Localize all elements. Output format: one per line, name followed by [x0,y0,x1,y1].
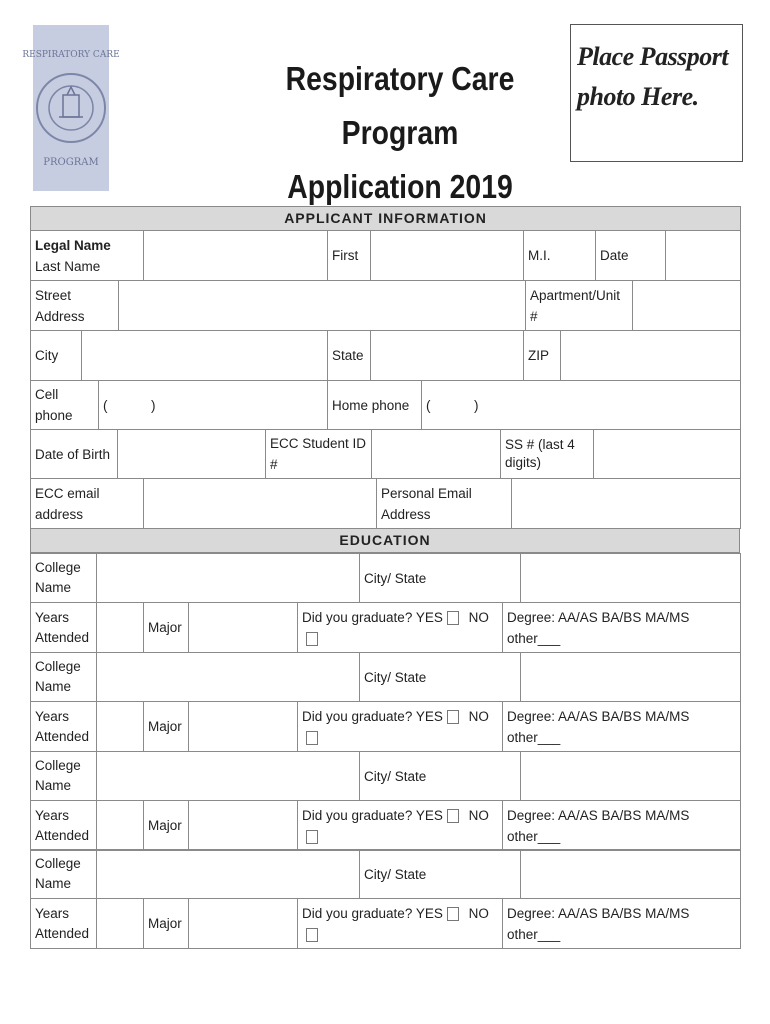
title-line-1: Respiratory Care Program [285,60,515,151]
program-logo [22,25,120,191]
years-label-line-2: Attended [35,728,90,744]
seal-icon [22,25,120,191]
years-attended-input[interactable] [97,702,144,752]
years-label-line-2: Attended [35,925,90,941]
college-name-input[interactable] [97,653,360,702]
college-label-line-1: College [35,560,81,575]
major-label: Major [144,801,189,851]
no-checkbox[interactable] [306,731,318,745]
major-label: Major [144,899,189,949]
college-row-table [30,849,741,899]
apartment-label: Apartment/Unit # [526,281,633,331]
years-attended-label [31,702,97,752]
dob-table [30,429,741,479]
zip-label: ZIP [524,331,561,381]
first-name-input[interactable] [371,231,524,281]
zip-input[interactable] [561,331,741,381]
degree-options[interactable]: Degree: AA/AS BA/BS MA/MS other___ [503,702,741,752]
education-header: EDUCATION [31,529,740,553]
ecc-id-input[interactable] [372,430,501,479]
applicant-table [30,206,741,281]
legal-name-title: Legal Name [35,237,111,253]
college-name-input[interactable] [97,850,360,899]
years-attended-label [31,603,97,653]
graduate-question [298,801,503,851]
college-label-line-1: College [35,659,81,674]
college-label-line-1: College [35,758,81,773]
city-state-label: City/ State [360,554,521,603]
city-state-label: City/ State [360,653,521,702]
college-name-label [31,653,97,702]
legal-name-label [31,231,144,281]
major-input[interactable] [189,801,298,851]
first-label: First [328,231,371,281]
years-attended-input[interactable] [97,801,144,851]
state-input[interactable] [371,331,524,381]
ss-label [501,430,594,479]
degree-options[interactable]: Degree: AA/AS BA/BS MA/MS other___ [503,801,741,851]
photo-line-2: photo Here. [577,82,699,111]
state-label: State [328,331,371,381]
no-checkbox[interactable] [306,830,318,844]
years-label-line-1: Years [35,609,70,625]
college-label-line-2: Name [35,679,72,694]
yes-label: YES [415,708,443,724]
graduate-question [298,702,503,752]
phone-table [30,380,741,430]
yes-checkbox[interactable] [447,907,459,921]
years-label-line-1: Years [35,807,70,823]
street-input[interactable] [119,281,526,331]
applicant-header: APPLICANT INFORMATION [31,207,741,231]
city-state-input[interactable] [521,653,741,702]
college-label-line-2: Name [35,580,72,595]
college-name-input[interactable] [97,554,360,603]
years-label-line-1: Years [35,905,70,921]
date-input[interactable] [666,231,741,281]
photo-line-1: Place Passport [577,42,729,71]
city-label: City [31,331,82,381]
no-label: NO [468,807,489,823]
yes-checkbox[interactable] [447,710,459,724]
years-row-table [30,701,741,752]
city-table [30,330,741,381]
college-row-table [30,652,741,702]
yes-label: YES [415,807,443,823]
years-label-line-2: Attended [35,827,90,843]
yes-label: YES [415,609,443,625]
cell-paren-close: ) [151,397,156,413]
graduate-label: Did you graduate? [302,807,413,823]
major-label: Major [144,603,189,653]
title-line-2: Application 2019 [287,168,513,205]
college-row-table [30,553,741,603]
major-input[interactable] [189,603,298,653]
mi-label: M.I. [524,231,596,281]
city-input[interactable] [82,331,328,381]
home-paren-close: ) [474,397,479,413]
personal-email-label: Personal Email Address [377,479,512,529]
street-label: Street Address [31,281,119,331]
years-label-line-1: Years [35,708,70,724]
ss-input[interactable] [594,430,741,479]
personal-email-input[interactable] [512,479,741,529]
logo-bottom-text: PROGRAM [43,157,99,168]
graduate-label: Did you graduate? [302,609,413,625]
city-state-label: City/ State [360,752,521,801]
passport-photo-box[interactable] [570,24,743,162]
ecc-id-label: ECC Student ID # [266,430,372,479]
degree-options[interactable]: Degree: AA/AS BA/BS MA/MS other___ [503,603,741,653]
years-row-table [30,602,741,653]
years-row-table [30,898,741,949]
graduate-label: Did you graduate? [302,708,413,724]
city-state-input[interactable] [521,752,741,801]
city-state-input[interactable] [521,850,741,899]
graduate-question [298,899,503,949]
degree-options[interactable]: Degree: AA/AS BA/BS MA/MS other___ [503,899,741,949]
ss-label-line-2: digits) [505,455,542,470]
last-name-input[interactable] [144,231,328,281]
no-checkbox[interactable] [306,632,318,646]
last-name-label: Last Name [35,258,101,274]
graduate-label: Did you graduate? [302,905,413,921]
home-input[interactable] [422,381,741,430]
years-attended-input[interactable] [97,603,144,653]
home-paren-open: ( [426,397,431,413]
cell-input[interactable] [99,381,328,430]
cell-label: Cell phone [31,381,99,430]
no-label: NO [468,905,489,921]
dob-label: Date of Birth [31,430,118,479]
no-checkbox[interactable] [306,928,318,942]
graduate-question [298,603,503,653]
city-state-label: City/ State [360,850,521,899]
years-label-line-2: Attended [35,629,90,645]
college-name-label [31,850,97,899]
date-label: Date [596,231,666,281]
ecc-email-label: ECC email address [31,479,144,529]
years-attended-label [31,801,97,851]
education-header-table [30,528,740,553]
college-label-line-2: Name [35,778,72,793]
cell-paren-open: ( [103,397,108,413]
college-name-label [31,752,97,801]
no-label: NO [468,609,489,625]
home-label: Home phone [328,381,422,430]
logo-top-text: RESPIRATORY CARE [22,50,120,60]
college-name-label [31,554,97,603]
college-label-line-2: Name [35,876,72,891]
college-label-line-1: College [35,856,81,871]
ss-label-line-1: SS # (last 4 [505,437,575,452]
yes-checkbox[interactable] [447,809,459,823]
yes-checkbox[interactable] [447,611,459,625]
dob-input[interactable] [118,430,266,479]
major-input[interactable] [189,702,298,752]
years-attended-label [31,899,97,949]
city-state-input[interactable] [521,554,741,603]
address-table [30,280,741,331]
ecc-email-input[interactable] [144,479,377,529]
years-row-table [30,800,741,851]
yes-label: YES [415,905,443,921]
page-title [241,52,559,214]
apartment-input[interactable] [633,281,741,331]
major-label: Major [144,702,189,752]
years-attended-input[interactable] [97,899,144,949]
major-input[interactable] [189,899,298,949]
college-row-table [30,751,741,801]
college-name-input[interactable] [97,752,360,801]
email-table [30,478,741,529]
no-label: NO [468,708,489,724]
